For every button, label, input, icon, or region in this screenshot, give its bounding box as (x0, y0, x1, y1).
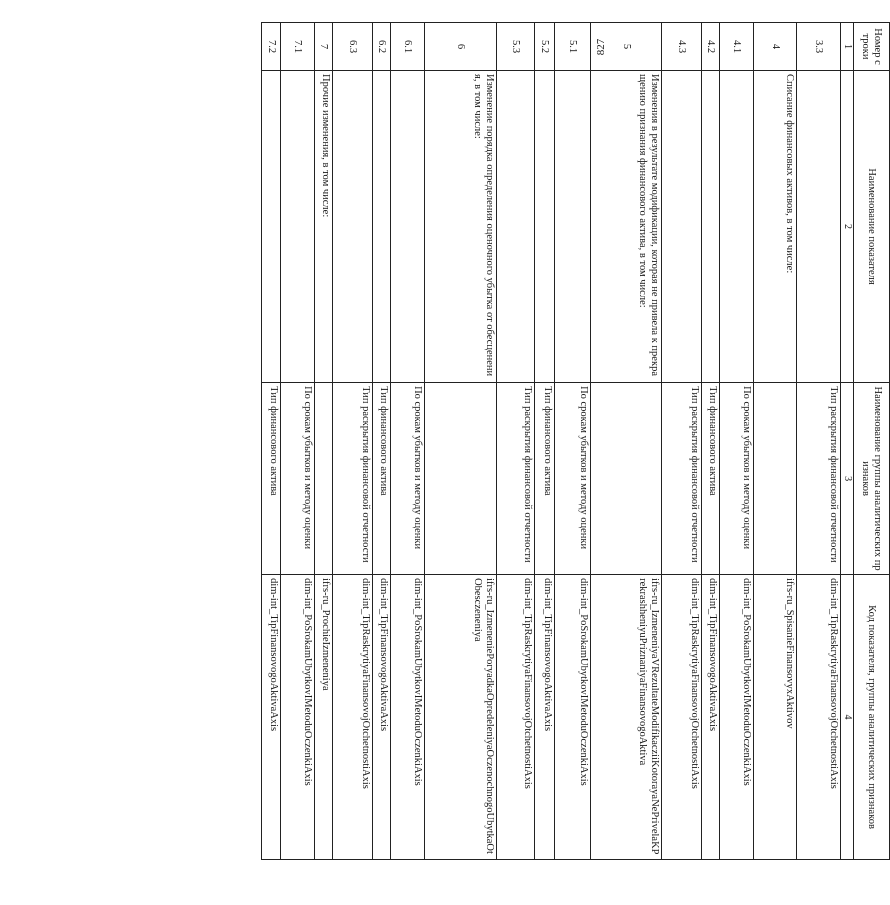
table-row (754, 23, 797, 860)
header-code: Код показателя, группы аналитических признаков (854, 575, 890, 860)
group-name (425, 383, 497, 575)
group-name: Тип раскрытия финансовой отчетности (333, 383, 373, 575)
group-name (754, 383, 797, 575)
table-row (797, 23, 841, 860)
indicator-name: Списание финансовых активов, в том числе: (754, 71, 797, 383)
indicator-code: dim-int_TipFinansovogoAktivaAxis (702, 575, 720, 860)
row-number: 4.1 (720, 23, 754, 71)
row-number: 5 (591, 23, 662, 71)
rotated-table-wrapper (52, 22, 890, 855)
indicator-name: Изменения в результате модификации, которая не привела к прекращению признания финансового актива, в том числе: (591, 71, 662, 383)
indicator-code: dim-int_TipFinansovogoAktivaAxis (262, 575, 281, 860)
indicator-code: dim-int_PoSrokamUbytkovIMetoduOczenkiAxis (720, 575, 754, 860)
group-name: Тип финансового актива (535, 383, 555, 575)
row-number: 6.3 (333, 23, 373, 71)
column-number: 2 (841, 71, 854, 383)
table-header-row (854, 23, 890, 860)
row-number: 5.3 (497, 23, 535, 71)
row-number: 4.2 (702, 23, 720, 71)
indicator-code: dim-int_TipRaskrytiyaFinansovojOtchetnostiAxis (333, 575, 373, 860)
indicator-code: dim-int_PoSrokamUbytkovIMetoduOczenkiAxis (555, 575, 591, 860)
indicator-name (333, 71, 373, 383)
table-row (497, 23, 535, 860)
group-name (591, 383, 662, 575)
indicator-code: dim-int_TipRaskrytiyaFinansovojOtchetnostiAxis (797, 575, 841, 860)
table-row (662, 23, 702, 860)
table-row (555, 23, 591, 860)
indicator-code: dim-int_PoSrokamUbytkovIMetoduOczenkiAxis (391, 575, 425, 860)
indicator-code: ifrs-ru_IzmeneniyaVRezultateModifikacziiKotorayaNePrivelaKPrekrashheniyuPriznaniyaFinansovogoAktiva (591, 575, 662, 860)
indicator-name: Изменение порядка определения оценочного убытка от обесценения, в том числе: (425, 71, 497, 383)
table-row (702, 23, 720, 860)
indicator-name (797, 71, 841, 383)
row-number: 6.2 (373, 23, 391, 71)
page-number: 827 (595, 38, 607, 56)
group-name: По срокам убытков и методу оценки (555, 383, 591, 575)
indicator-code: dim-int_TipRaskrytiyaFinansovojOtchetnostiAxis (497, 575, 535, 860)
table-row (720, 23, 754, 860)
indicator-name (720, 71, 754, 383)
group-name (315, 383, 333, 575)
row-number: 7.1 (281, 23, 315, 71)
indicator-table (261, 22, 890, 860)
indicator-code: dim-int_TipRaskrytiyaFinansovojOtchetnostiAxis (662, 575, 702, 860)
row-number: 4.3 (662, 23, 702, 71)
indicator-name: Прочие изменения, в том числе: (315, 71, 333, 383)
table-row (535, 23, 555, 860)
row-number: 4 (754, 23, 797, 71)
indicator-code: dim-int_TipFinansovogoAktivaAxis (373, 575, 391, 860)
indicator-name (662, 71, 702, 383)
indicator-name (702, 71, 720, 383)
row-number: 5.2 (535, 23, 555, 71)
table-row (262, 23, 281, 860)
table-row (373, 23, 391, 860)
table-row (391, 23, 425, 860)
row-number: 6 (425, 23, 497, 71)
group-name: Тип финансового актива (373, 383, 391, 575)
indicator-name (535, 71, 555, 383)
header-indicator-name: Наименование показателя (854, 71, 890, 383)
table-row (425, 23, 497, 860)
group-name: Тип раскрытия финансовой отчетности (797, 383, 841, 575)
table-row (281, 23, 315, 860)
row-number: 3.3 (797, 23, 841, 71)
group-name: По срокам убытков и методу оценки (720, 383, 754, 575)
indicator-name (391, 71, 425, 383)
row-number: 7.2 (262, 23, 281, 71)
header-row-number: Номер строки (854, 23, 890, 71)
group-name: По срокам убытков и методу оценки (391, 383, 425, 575)
indicator-name (281, 71, 315, 383)
indicator-name (373, 71, 391, 383)
table-row (591, 23, 662, 860)
header-group-name: Наименование группы аналитических признаков (854, 383, 890, 575)
group-name: Тип раскрытия финансовой отчетности (497, 383, 535, 575)
column-number: 3 (841, 383, 854, 575)
indicator-name (497, 71, 535, 383)
row-number: 5.1 (555, 23, 591, 71)
table-row (315, 23, 333, 860)
group-name: Тип финансового актива (262, 383, 281, 575)
group-name: Тип раскрытия финансовой отчетности (662, 383, 702, 575)
indicator-code: ifrs-ru_IzmeneniePoryadkaOpredeleniyaOczenochnogoUbytkaOtObesczeneniya (425, 575, 497, 860)
indicator-name (555, 71, 591, 383)
column-number: 1 (841, 23, 854, 71)
row-number: 6.1 (391, 23, 425, 71)
group-name: По срокам убытков и методу оценки (281, 383, 315, 575)
indicator-code: ifrs-ru_ProchieIzmeneniya (315, 575, 333, 860)
row-number: 7 (315, 23, 333, 71)
group-name: Тип финансового актива (702, 383, 720, 575)
indicator-name (262, 71, 281, 383)
table-column-number-row (841, 23, 854, 860)
table-row (333, 23, 373, 860)
column-number: 4 (841, 575, 854, 860)
indicator-code: dim-int_PoSrokamUbytkovIMetoduOczenkiAxis (281, 575, 315, 860)
indicator-code: ifrs-ru_SpisanieFinansovyxAktivov (754, 575, 797, 860)
indicator-code: dim-int_TipFinansovogoAktivaAxis (535, 575, 555, 860)
